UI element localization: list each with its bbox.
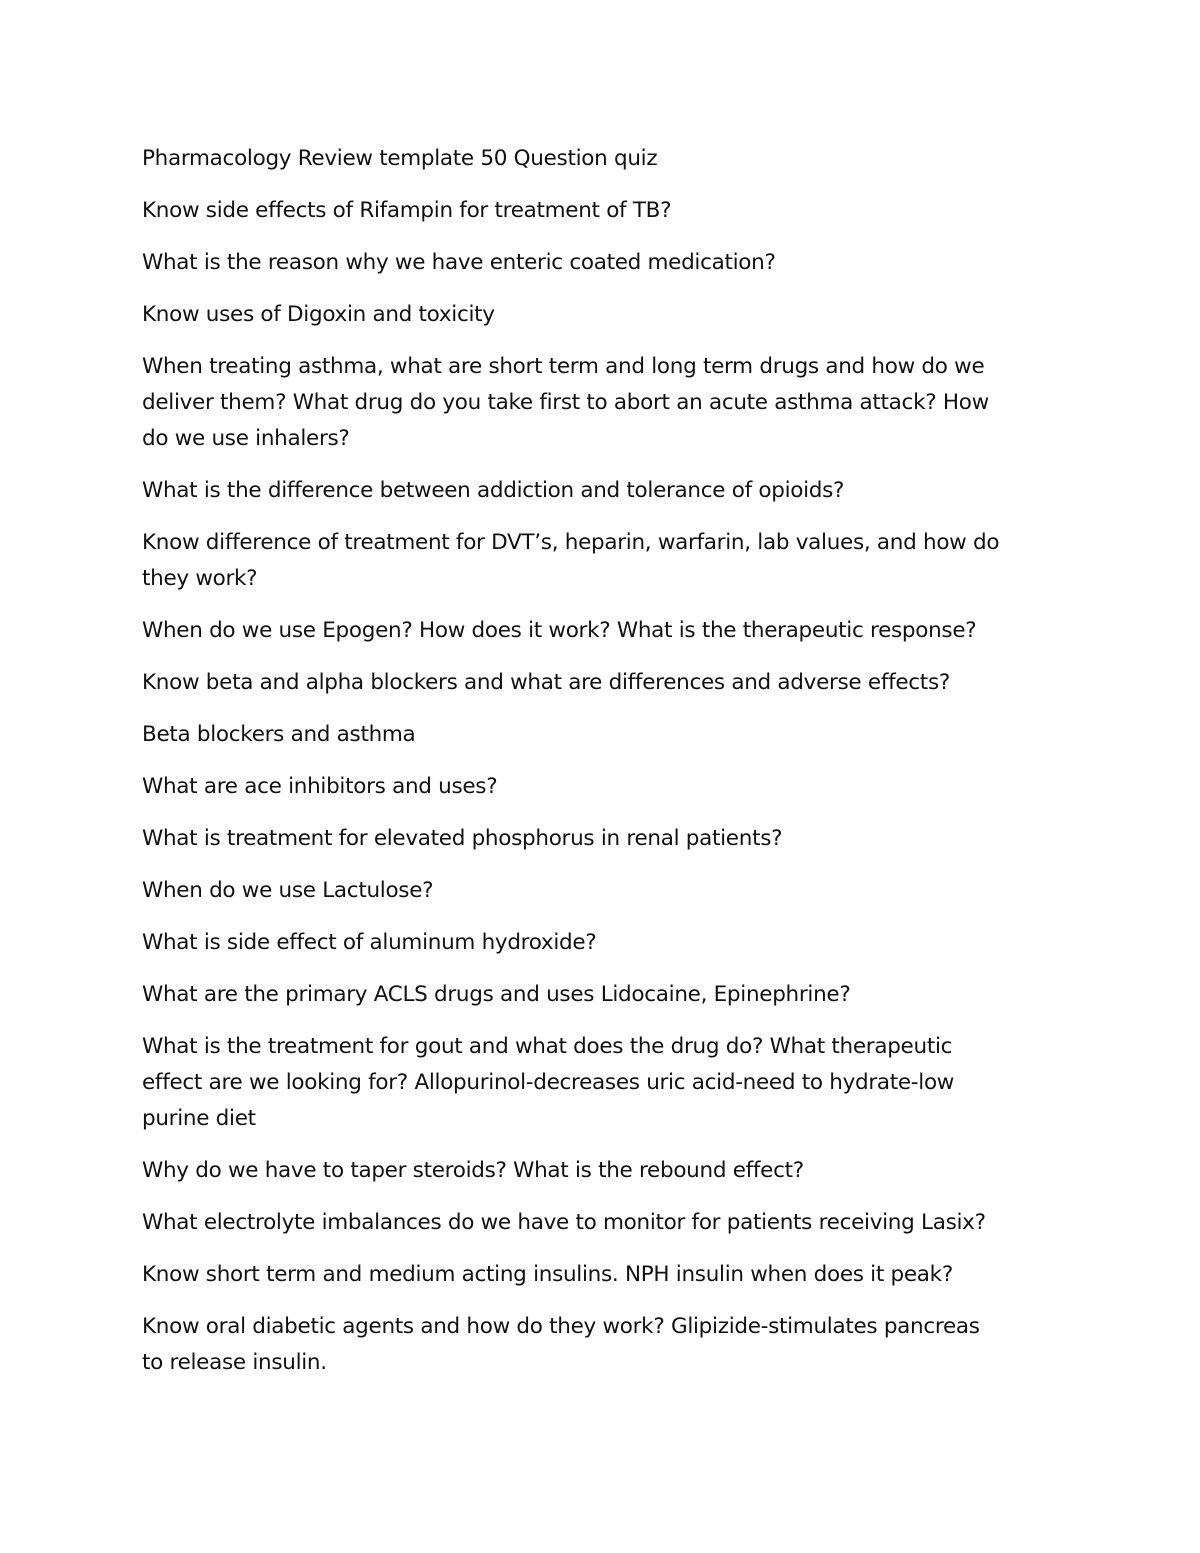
question-paragraph [142, 977, 1067, 1013]
text-line: deliver them? What drug do you take first to abort an acute asthma attack? How [142, 390, 989, 415]
question-paragraph [142, 1309, 1067, 1381]
text-line: Know oral diabetic agents and how do they work? Glipizide-stimulates pancreas [142, 1314, 980, 1339]
question-paragraph [142, 1153, 1067, 1189]
text-line: What is side effect of aluminum hydroxide? [142, 930, 597, 955]
text-line: What is the reason why we have enteric coated medication? [142, 250, 776, 275]
question-paragraph [142, 1029, 1067, 1137]
question-paragraph [142, 473, 1067, 509]
text-line: Know difference of treatment for DVT’s, heparin, warfarin, lab values, and how do [142, 530, 1000, 555]
text-line: What are ace inhibitors and uses? [142, 774, 498, 799]
text-line: purine diet [142, 1106, 256, 1131]
text-line: When treating asthma, what are short term and long term drugs and how do we [142, 354, 985, 379]
text-line: they work? [142, 566, 258, 591]
text-line: What is the difference between addiction and tolerance of opioids? [142, 478, 845, 503]
text-line: effect are we looking for? Allopurinol-decreases uric acid-need to hydrate-low [142, 1070, 955, 1095]
text-line: do we use inhalers? [142, 426, 350, 451]
question-paragraph [142, 349, 1067, 457]
document-body [142, 141, 1067, 1397]
question-paragraph [142, 873, 1067, 909]
text-line: What is treatment for elevated phosphorus in renal patients? [142, 826, 783, 851]
text-line: Beta blockers and asthma [142, 722, 416, 747]
document-title [142, 141, 1067, 177]
question-paragraph [142, 297, 1067, 333]
text-line: When do we use Epogen? How does it work? What is the therapeutic response? [142, 618, 977, 643]
question-paragraph [142, 245, 1067, 281]
text-line: Pharmacology Review template 50 Question quiz [142, 146, 658, 171]
text-line: Know beta and alpha blockers and what are differences and adverse effects? [142, 670, 950, 695]
question-paragraph [142, 613, 1067, 649]
text-line: Know short term and medium acting insulins. NPH insulin when does it peak? [142, 1262, 953, 1287]
question-paragraph [142, 821, 1067, 857]
text-line: When do we use Lactulose? [142, 878, 434, 903]
question-paragraph [142, 193, 1067, 229]
question-paragraph [142, 665, 1067, 701]
question-paragraph [142, 717, 1067, 753]
text-line: What electrolyte imbalances do we have to monitor for patients receiving Lasix? [142, 1210, 986, 1235]
question-paragraph [142, 525, 1067, 597]
question-paragraph [142, 1205, 1067, 1241]
text-line: What are the primary ACLS drugs and uses Lidocaine, Epinephrine? [142, 982, 851, 1007]
text-line: to release insulin. [142, 1350, 327, 1375]
text-line: What is the treatment for gout and what does the drug do? What therapeutic [142, 1034, 953, 1059]
question-paragraph [142, 1257, 1067, 1293]
question-paragraph [142, 769, 1067, 805]
text-line: Know side effects of Rifampin for treatment of TB? [142, 198, 672, 223]
question-paragraph [142, 925, 1067, 961]
text-line: Why do we have to taper steroids? What is the rebound effect? [142, 1158, 804, 1183]
text-line: Know uses of Digoxin and toxicity [142, 302, 495, 327]
